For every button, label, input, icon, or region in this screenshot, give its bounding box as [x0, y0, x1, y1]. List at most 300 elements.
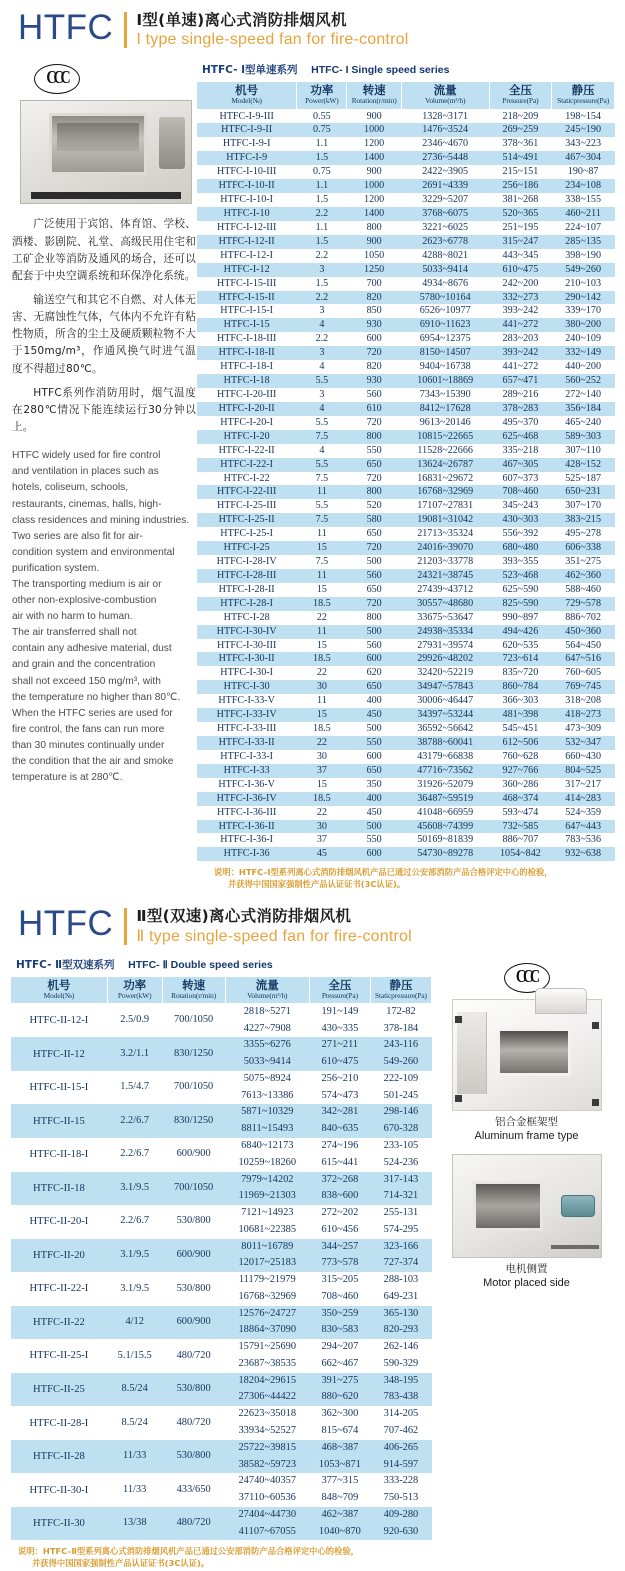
cell-value: 18.5	[297, 652, 347, 666]
cell-value: 650	[347, 583, 401, 597]
cell-value: 804~525	[552, 764, 615, 778]
table-row	[197, 318, 615, 332]
table-row	[197, 820, 615, 834]
cell-value: 5.5	[297, 416, 347, 430]
column-header-cn: 流量	[433, 83, 457, 98]
cell-value: 610	[347, 402, 401, 416]
cell-power: 8.5/24	[107, 1406, 162, 1440]
cell-value: 393~242	[489, 346, 552, 360]
cell-value: 285~135	[552, 235, 615, 249]
cell-value-high-speed: 615~441	[309, 1155, 370, 1172]
cell-model: HTFC-I-9-III	[197, 109, 297, 123]
table-row	[11, 1071, 432, 1088]
section1-en-line: the temperature no higher than 80℃.	[12, 691, 181, 703]
column-header-0	[197, 82, 297, 109]
cell-model: HTFC-I-33	[197, 764, 297, 778]
cell-value-high-speed: 914-597	[370, 1457, 431, 1474]
table-row	[197, 750, 615, 764]
cell-model: HTFC-I-10	[197, 207, 297, 221]
cell-value: 31926~52079	[401, 778, 489, 792]
cell-value: 360~286	[489, 778, 552, 792]
cell-rotation: 830/1250	[162, 1037, 225, 1071]
cell-value: 21203~33778	[401, 555, 489, 569]
cell-value: 723~614	[489, 652, 552, 666]
cell-model: HTFC-I-30-II	[197, 652, 297, 666]
cell-value: 441~272	[489, 318, 552, 332]
cell-value-low-speed: 12576~24727	[225, 1306, 309, 1323]
cell-value: 580	[347, 513, 401, 527]
table-row	[197, 332, 615, 346]
cell-value-high-speed: 430~335	[309, 1021, 370, 1038]
cell-value: 1200	[347, 137, 401, 151]
column-header-en: Staticpressure(Pa)	[557, 96, 610, 106]
cell-model: HTFC-I-18	[197, 374, 297, 388]
double-speed-header-row	[11, 976, 432, 1003]
cell-value: 37	[297, 764, 347, 778]
table-row	[11, 1037, 432, 1054]
header-divider-2	[124, 908, 127, 944]
cell-value: 800	[347, 485, 401, 499]
table-row	[197, 597, 615, 611]
cell-rotation: 530/800	[162, 1373, 225, 1407]
cell-value: 1000	[347, 179, 401, 193]
cell-power: 2.2/6.7	[107, 1104, 162, 1138]
cell-value: 251~195	[489, 221, 552, 235]
table-row	[197, 374, 615, 388]
section1-right-column	[196, 58, 621, 892]
cell-value: 550	[347, 736, 401, 750]
cell-value-high-speed: 11969~21303	[225, 1188, 309, 1205]
cell-value-low-speed: 7121~14923	[225, 1205, 309, 1222]
cell-value: 11528~22666	[401, 444, 489, 458]
cell-value: 647~443	[552, 820, 615, 834]
column-header-cn: 功率	[123, 977, 147, 992]
cell-value-low-speed: 317-143	[370, 1172, 431, 1189]
cell-model: HTFC-I-33-II	[197, 736, 297, 750]
cell-value: 550	[347, 444, 401, 458]
cell-model: HTFC-II-18	[11, 1172, 108, 1206]
section1-en-line: class residences and mining industries.	[12, 514, 190, 526]
section1-paragraph-cn-1: 广泛使用于宾馆、体育馆、学校、酒楼、影剧院、礼堂、高级民用住宅和工矿企业等消防及通风的场合，还可以配套于中央空调系统和环保净化系统。	[12, 218, 196, 282]
cell-value: 720	[347, 597, 401, 611]
cell-value-high-speed: 820-293	[370, 1322, 431, 1339]
cell-value-high-speed: 37110~60536	[225, 1490, 309, 1507]
frame-corner	[455, 1016, 462, 1023]
aluminum-frame-hood	[535, 988, 587, 1014]
cell-value: 332~273	[489, 291, 552, 305]
cell-value: 462~360	[552, 569, 615, 583]
cell-model: HTFC-II-22-I	[11, 1272, 108, 1306]
cell-value: 15	[297, 541, 347, 555]
cell-value-low-speed: 462~387	[309, 1507, 370, 1524]
cell-model: HTFC-I-15-I	[197, 304, 297, 318]
cell-value-high-speed: 33934~52527	[225, 1423, 309, 1440]
section1-en-line: other non-explosive-combustion	[12, 595, 157, 607]
cell-value: 729~578	[552, 597, 615, 611]
cell-value: 18.5	[297, 722, 347, 736]
cell-value-low-speed: 350~259	[309, 1306, 370, 1323]
cell-value-low-speed: 5075~8924	[225, 1071, 309, 1088]
table-row	[197, 360, 615, 374]
cell-value: 30006~46447	[401, 694, 489, 708]
cell-value: 8412~17628	[401, 402, 489, 416]
cell-value: 593~474	[489, 806, 552, 820]
cell-model: HTFC-I-30-I	[197, 666, 297, 680]
cell-value: 351~275	[552, 555, 615, 569]
cell-value: 825~590	[489, 597, 552, 611]
cell-model: HTFC-II-30-I	[11, 1473, 108, 1507]
cell-model: HTFC-I-28-II	[197, 583, 297, 597]
section1-title-cn: Ⅰ型(单速)离心式消防排烟风机	[136, 11, 347, 29]
cell-model: HTFC-II-28	[11, 1440, 108, 1474]
cell-value: 440~200	[552, 360, 615, 374]
table-row	[197, 151, 615, 165]
cell-value: 560	[347, 388, 401, 402]
cell-value: 27439~43712	[401, 583, 489, 597]
cell-value: 356~184	[552, 402, 615, 416]
ccc-label-1: CCC	[46, 69, 68, 89]
cell-value-high-speed: 610~456	[309, 1222, 370, 1239]
single-speed-table-head	[197, 82, 615, 109]
table-row	[197, 402, 615, 416]
column-header-en: Volume(m³/h)	[247, 990, 288, 1000]
cell-value: 607~373	[489, 472, 552, 486]
cell-value: 500	[347, 555, 401, 569]
brand-logo-2: HTFC	[18, 904, 114, 944]
cell-value-high-speed: 574~473	[309, 1088, 370, 1105]
cell-value: 22	[297, 666, 347, 680]
cell-value-high-speed: 707-462	[370, 1423, 431, 1440]
cell-value: 378~361	[489, 137, 552, 151]
table-row	[197, 541, 615, 555]
cell-power: 11/33	[107, 1440, 162, 1474]
cell-value: 650	[347, 458, 401, 472]
table-row	[197, 430, 615, 444]
cell-model: HTFC-I-28	[197, 611, 297, 625]
table-row	[197, 207, 615, 221]
cell-value: 393~242	[489, 304, 552, 318]
cell-value-high-speed: 848~709	[309, 1490, 370, 1507]
cell-value: 418~273	[552, 708, 615, 722]
cell-model: HTFC-I-12-II	[197, 235, 297, 249]
cell-value: 215~151	[489, 165, 552, 179]
frame-corner	[455, 1095, 462, 1102]
ccc-certification-icon-1	[34, 64, 80, 94]
cell-power: 5.1/15.5	[107, 1339, 162, 1373]
cell-rotation: 480/720	[162, 1406, 225, 1440]
cell-model: HTFC-I-22	[197, 472, 297, 486]
cell-model: HTFC-II-25	[11, 1373, 108, 1407]
aluminum-frame-inlet-window	[497, 1028, 571, 1076]
cell-value: 564~450	[552, 639, 615, 653]
section1-body	[0, 56, 625, 892]
cell-value: 606~338	[552, 541, 615, 555]
cell-value: 450~360	[552, 625, 615, 639]
cell-value: 18.5	[297, 792, 347, 806]
cell-value: 2691~4339	[401, 179, 489, 193]
cell-value: 381~268	[489, 193, 552, 207]
cell-value: 495~370	[489, 416, 552, 430]
ccc-label-2: CCC	[515, 967, 538, 987]
cell-value-high-speed: 590-329	[370, 1356, 431, 1373]
cell-value: 494~426	[489, 625, 552, 639]
cell-model: HTFC-I-10-II	[197, 179, 297, 193]
cell-value: 500	[347, 820, 401, 834]
cell-value: 3221~6025	[401, 221, 489, 235]
cell-value: 430~303	[489, 513, 552, 527]
cell-value: 1.5	[297, 193, 347, 207]
table-row	[197, 847, 615, 861]
cell-value: 1400	[347, 207, 401, 221]
single-speed-table-caption	[196, 58, 615, 81]
cell-value: 16831~29672	[401, 472, 489, 486]
header-divider-1	[124, 12, 127, 48]
cell-value: 932~638	[552, 847, 615, 861]
section2-header	[0, 892, 625, 952]
column-header-1	[107, 976, 162, 1003]
section2-right-column	[432, 953, 621, 1291]
cell-value-low-speed: 27404~44730	[225, 1507, 309, 1524]
cell-value: 30	[297, 820, 347, 834]
cell-value: 1.5	[297, 235, 347, 249]
cell-model: HTFC-II-12	[11, 1037, 108, 1071]
cell-rotation: 830/1250	[162, 1104, 225, 1138]
cell-value: 15	[297, 639, 347, 653]
column-header-4	[309, 976, 370, 1003]
cell-value: 7.5	[297, 472, 347, 486]
cell-value-low-speed: 272~202	[309, 1205, 370, 1222]
cell-value: 860~784	[489, 680, 552, 694]
cell-model: HTFC-I-22-II	[197, 444, 297, 458]
motor-side-caption-cn: 电机侧置	[505, 1262, 548, 1275]
cell-value: 525~187	[552, 472, 615, 486]
cell-value: 600	[347, 847, 401, 861]
product-photo-fan-unit	[20, 100, 192, 204]
cell-value: 850	[347, 304, 401, 318]
cell-value-low-speed: 274~196	[309, 1138, 370, 1155]
cell-model: HTFC-II-15	[11, 1104, 108, 1138]
cell-model: HTFC-I-18-III	[197, 332, 297, 346]
cell-value-high-speed: 18864~37090	[225, 1322, 309, 1339]
cell-value-high-speed: 7613~13386	[225, 1088, 309, 1105]
cell-value: 560	[347, 639, 401, 653]
cell-value-low-speed: 262-146	[370, 1339, 431, 1356]
cell-value: 612~506	[489, 736, 552, 750]
cell-value-high-speed: 4227~7908	[225, 1021, 309, 1038]
section2-body	[0, 953, 625, 1541]
table-row	[197, 722, 615, 736]
frame-corner	[592, 1099, 599, 1106]
cell-value-low-speed: 348-195	[370, 1373, 431, 1390]
cell-model: HTFC-I-28-IV	[197, 555, 297, 569]
column-header-cn: 静压	[571, 83, 595, 98]
cell-value: 450	[347, 806, 401, 820]
cell-value: 198~154	[552, 109, 615, 123]
cell-value: 234~108	[552, 179, 615, 193]
cell-rotation: 700/1050	[162, 1003, 225, 1037]
table-row	[11, 1205, 432, 1222]
cell-model: HTFC-I-22-III	[197, 485, 297, 499]
section1-en-line: purification system.	[12, 562, 100, 574]
table-row	[197, 304, 615, 318]
motor-mount-rail	[551, 1245, 599, 1249]
cell-value-high-speed: 708~460	[309, 1289, 370, 1306]
cell-value: 6910~11623	[401, 318, 489, 332]
cell-value: 481~398	[489, 708, 552, 722]
cell-value-low-speed: 391~275	[309, 1373, 370, 1390]
cell-value-low-speed: 6840~12173	[225, 1138, 309, 1155]
cell-model: HTFC-I-20-I	[197, 416, 297, 430]
column-header-cn: 流量	[255, 977, 279, 992]
cell-value-high-speed: 16768~32969	[225, 1289, 309, 1306]
cell-value: 315~247	[489, 235, 552, 249]
single-speed-header-row	[197, 82, 615, 109]
frame-corner	[592, 1022, 599, 1029]
cell-value: 600	[347, 750, 401, 764]
product-photo-motor-placed-side	[452, 1154, 602, 1258]
cell-value: 36592~56642	[401, 722, 489, 736]
section2-title-cn: Ⅱ型(双速)离心式消防排烟风机	[136, 907, 352, 926]
table-row	[197, 249, 615, 263]
cell-model: HTFC-I-30	[197, 680, 297, 694]
single-speed-spec-table	[196, 81, 615, 861]
cell-value: 6526~10977	[401, 304, 489, 318]
table-row	[11, 1406, 432, 1423]
cell-value-high-speed: 574-295	[370, 1222, 431, 1239]
cell-model: HTFC-I-20-II	[197, 402, 297, 416]
cell-model: HTFC-I-36	[197, 847, 297, 861]
table-row	[197, 583, 615, 597]
section1-en-line: fire control, the fans can run more	[12, 723, 165, 735]
cell-value: 1.1	[297, 137, 347, 151]
cell-value: 19081~31042	[401, 513, 489, 527]
cell-rotation: 480/720	[162, 1507, 225, 1541]
cell-model: HTFC-I-28-III	[197, 569, 297, 583]
cell-value: 657~471	[489, 374, 552, 388]
cell-value: 6954~12375	[401, 332, 489, 346]
cell-model: HTFC-I-9	[197, 151, 297, 165]
cell-value: 1054~842	[489, 847, 552, 861]
cell-model: HTFC-II-20-I	[11, 1205, 108, 1239]
cell-power: 3.1/9.5	[107, 1272, 162, 1306]
cell-value: 383~215	[552, 513, 615, 527]
section1-en-line: When the HTFC series are used for	[12, 707, 173, 719]
cell-value: 400	[347, 792, 401, 806]
table-row	[197, 485, 615, 499]
double-speed-caption-cn: HTFC- Ⅱ型双速系列	[16, 958, 115, 971]
table-row	[197, 833, 615, 847]
cell-value-low-speed: 11179~21979	[225, 1272, 309, 1289]
cell-value-low-speed: 333-228	[370, 1473, 431, 1490]
cell-value-high-speed: 5033~9414	[225, 1054, 309, 1071]
cell-power: 8.5/24	[107, 1373, 162, 1407]
cell-value: 283~203	[489, 332, 552, 346]
cell-value: 41048~66959	[401, 806, 489, 820]
table-row	[197, 792, 615, 806]
table-row	[197, 652, 615, 666]
cell-value: 556~392	[489, 527, 552, 541]
cell-value: 290~142	[552, 291, 615, 305]
cell-power: 3.1/9.5	[107, 1172, 162, 1206]
side-mounted-motor	[561, 1195, 595, 1217]
cell-value: 380~200	[552, 318, 615, 332]
cell-value: 680~480	[489, 541, 552, 555]
cell-model: HTFC-I-18-II	[197, 346, 297, 360]
table-row	[197, 806, 615, 820]
cell-value: 224~107	[552, 221, 615, 235]
cell-value-low-speed: 15791~25690	[225, 1339, 309, 1356]
cell-value: 18.5	[297, 597, 347, 611]
section1-title-en: I type single-speed fan for fire-control	[136, 31, 409, 49]
aluminum-frame-caption-cn: 铝合金框架型	[495, 1115, 558, 1128]
cell-value: 650	[347, 527, 401, 541]
cell-value: 514~491	[489, 151, 552, 165]
cell-value: 5.5	[297, 458, 347, 472]
section2-left-column	[0, 953, 432, 1541]
cell-model: HTFC-I-15	[197, 318, 297, 332]
cell-value: 500	[347, 722, 401, 736]
cell-power: 2.2/6.7	[107, 1205, 162, 1239]
cell-model: HTFC-I-10-III	[197, 165, 297, 179]
cell-value-low-speed: 22623~35018	[225, 1406, 309, 1423]
cell-value: 30	[297, 750, 347, 764]
section2-note	[0, 1540, 625, 1571]
cell-value: 5.5	[297, 499, 347, 513]
cell-power: 2.5/0.9	[107, 1003, 162, 1037]
cell-rotation: 530/800	[162, 1440, 225, 1474]
column-header-2	[347, 82, 401, 109]
cell-value: 7343~15390	[401, 388, 489, 402]
table-row	[197, 291, 615, 305]
table-row	[197, 680, 615, 694]
column-header-en: Volume(m³/h)	[425, 96, 466, 106]
cell-value: 29926~48202	[401, 652, 489, 666]
cell-value-low-speed: 3355~6276	[225, 1037, 309, 1054]
section1-left-column	[0, 58, 196, 786]
cell-value-low-speed: 365-130	[370, 1306, 431, 1323]
cell-value: 647~516	[552, 652, 615, 666]
table-row	[197, 165, 615, 179]
column-header-cn: 机号	[235, 83, 259, 98]
cell-value: 900	[347, 165, 401, 179]
cell-value: 550	[347, 833, 401, 847]
aluminum-frame-side-panel	[457, 1012, 487, 1094]
cell-value-low-speed: 222-109	[370, 1071, 431, 1088]
cell-value: 460~211	[552, 207, 615, 221]
cell-value: 660~430	[552, 750, 615, 764]
cell-value: 10601~18869	[401, 374, 489, 388]
cell-value: 7.5	[297, 430, 347, 444]
cell-value: 0.55	[297, 109, 347, 123]
cell-value: 2.2	[297, 291, 347, 305]
cell-value: 428~152	[552, 458, 615, 472]
cell-value: 30	[297, 680, 347, 694]
single-speed-table-body	[197, 109, 615, 861]
cell-value: 24321~38745	[401, 569, 489, 583]
single-speed-caption-cn: HTFC- Ⅰ型单速系列	[202, 64, 298, 77]
column-header-3	[225, 976, 309, 1003]
cell-value-high-speed: 727-374	[370, 1255, 431, 1272]
cell-model: HTFC-I-33-IV	[197, 708, 297, 722]
cell-value-low-speed: 315~205	[309, 1272, 370, 1289]
cell-value: 1.1	[297, 221, 347, 235]
table-row	[197, 527, 615, 541]
cell-value: 589~303	[552, 430, 615, 444]
cell-value: 10815~22665	[401, 430, 489, 444]
cell-value-high-speed: 27306~44422	[225, 1389, 309, 1406]
cell-value: 21713~35324	[401, 527, 489, 541]
cell-value: 900	[347, 109, 401, 123]
